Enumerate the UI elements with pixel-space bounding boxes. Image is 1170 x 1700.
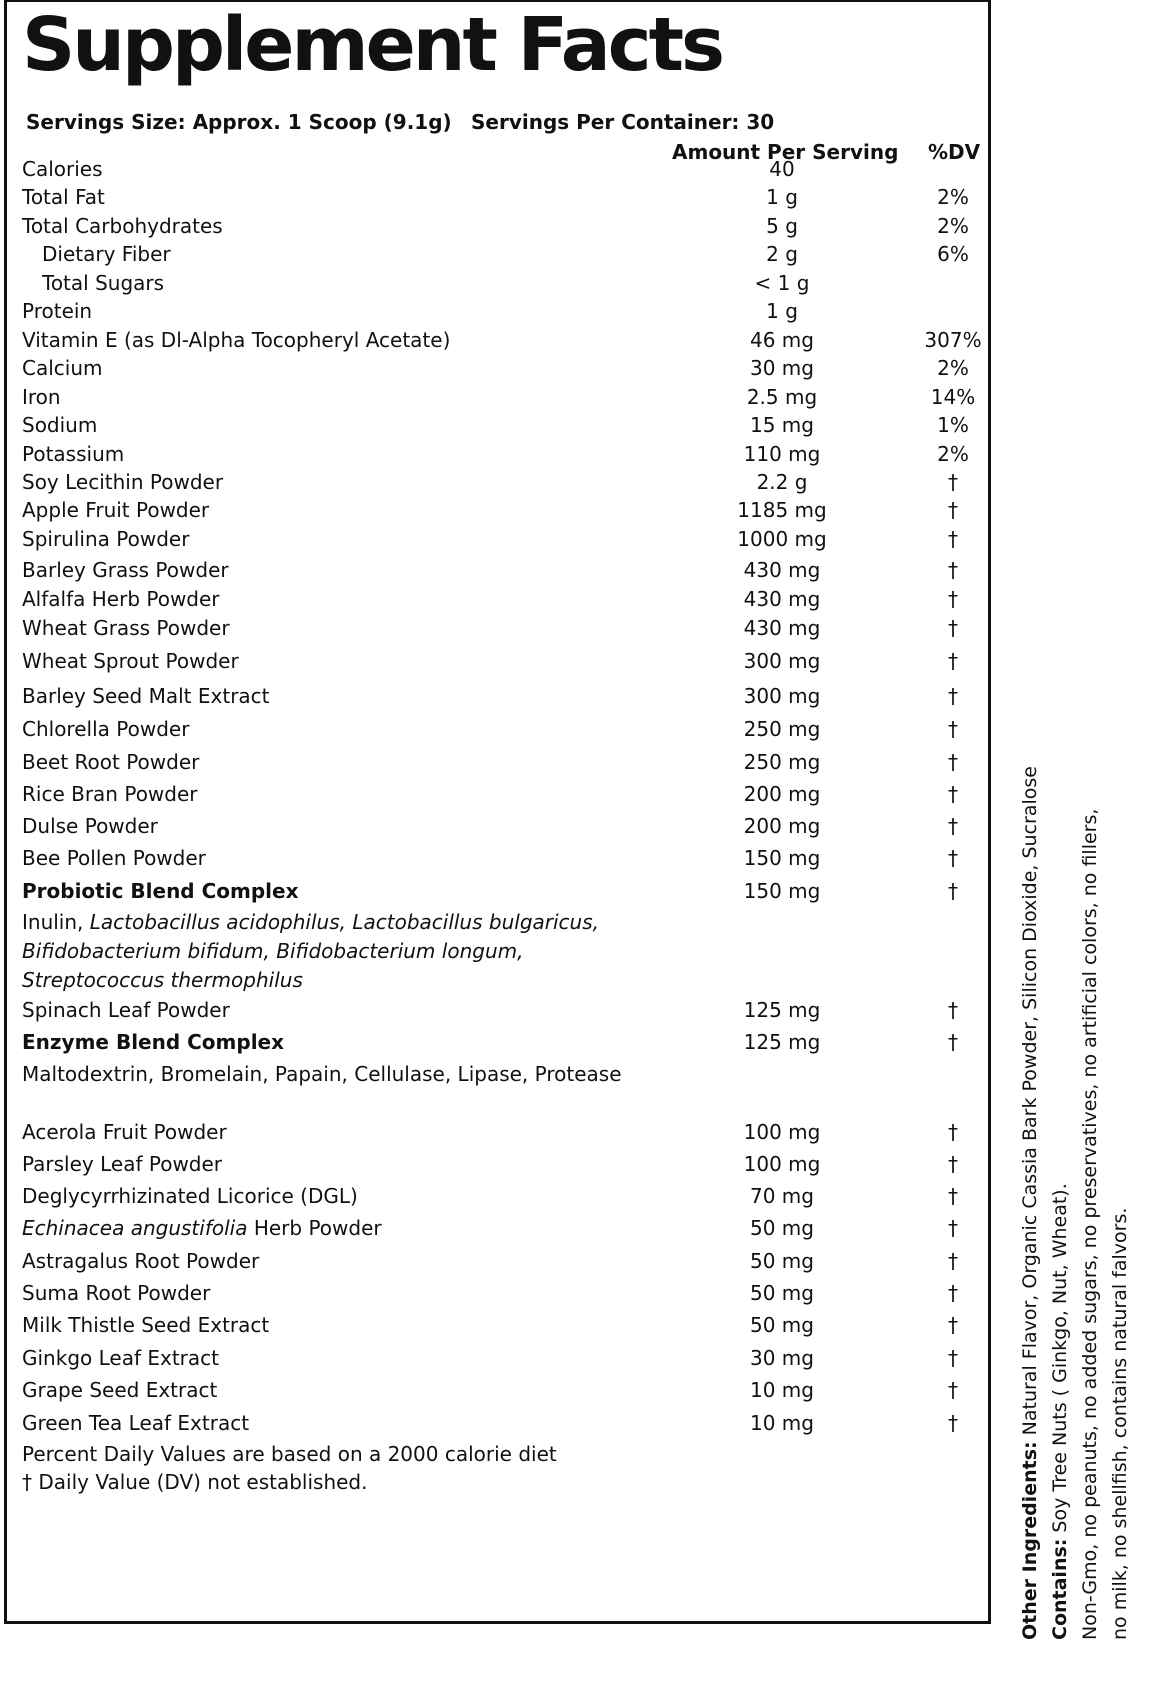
nutrient-row bbox=[22, 1152, 982, 1182]
nutrient-row bbox=[22, 782, 982, 812]
nutrient-row bbox=[22, 1030, 982, 1060]
nutrient-row bbox=[22, 846, 982, 876]
nutrient-amount: 200 mg bbox=[743, 782, 821, 806]
other-ingredients: Other Ingredients: Natural Flavor, Organic Cassia Bark Powder, Silicon Dioxide, Sucralose bbox=[1019, 766, 1041, 1640]
nutrient-dv: † bbox=[948, 1281, 958, 1305]
nutrient-dv: 6% bbox=[937, 242, 969, 266]
nutrient-amount: 30 mg bbox=[750, 1346, 814, 1370]
nutrient-amount: 5 g bbox=[766, 214, 798, 238]
nutrient-row bbox=[22, 1411, 982, 1441]
nutrient-row bbox=[22, 442, 982, 472]
nutrient-dv: 2% bbox=[937, 214, 969, 238]
nutrient-name: Spirulina Powder bbox=[22, 527, 190, 551]
nutrient-amount: 46 mg bbox=[750, 328, 814, 352]
nutrient-amount: 1000 mg bbox=[737, 527, 827, 551]
dagger-footnote: † Daily Value (DV) not established. bbox=[22, 1470, 368, 1494]
page-title: Supplement Facts bbox=[22, 2, 723, 88]
nutrient-row bbox=[22, 558, 982, 588]
nutrient-name: Calories bbox=[22, 157, 103, 181]
nutrient-name: Barley Grass Powder bbox=[22, 558, 229, 582]
nutrient-dv: † bbox=[948, 649, 958, 673]
nutrient-amount: 110 mg bbox=[743, 442, 821, 466]
nutrient-amount: 100 mg bbox=[743, 1120, 821, 1144]
nutrient-name: Chlorella Powder bbox=[22, 717, 190, 741]
nutrient-dv: 307% bbox=[924, 328, 982, 352]
nutrient-amount: 1 g bbox=[766, 299, 798, 323]
nutrient-amount: 300 mg bbox=[743, 649, 821, 673]
nutrient-dv: † bbox=[948, 498, 958, 522]
nutrient-row bbox=[22, 1378, 982, 1408]
nutrient-name: Enzyme Blend Complex bbox=[22, 1030, 285, 1054]
nutrient-row bbox=[22, 271, 982, 301]
nutrient-amount: 125 mg bbox=[743, 998, 821, 1022]
nutrient-row bbox=[22, 385, 982, 415]
nutrient-dv: † bbox=[948, 684, 958, 708]
nutrient-row bbox=[22, 1281, 982, 1311]
nutrient-dv: † bbox=[948, 1216, 958, 1240]
nutrient-dv: † bbox=[948, 1152, 958, 1176]
nutrient-dv: † bbox=[948, 1120, 958, 1144]
nutrient-dv: † bbox=[948, 814, 958, 838]
nutrient-name: Ginkgo Leaf Extract bbox=[22, 1346, 219, 1370]
nutrient-row bbox=[22, 157, 982, 187]
nutrient-row bbox=[22, 1346, 982, 1376]
nutrient-dv: † bbox=[948, 1249, 958, 1273]
nutrient-name: Soy Lecithin Powder bbox=[22, 470, 224, 494]
nutrient-row bbox=[22, 1184, 982, 1214]
nutrient-name: Dietary Fiber bbox=[42, 242, 171, 266]
nutrient-amount: < 1 g bbox=[754, 271, 810, 295]
nutrient-name bbox=[22, 1216, 382, 1240]
nutrient-name: Bee Pollen Powder bbox=[22, 846, 206, 870]
nutrient-amount: 250 mg bbox=[743, 750, 821, 774]
nutrient-dv: 1% bbox=[937, 413, 969, 437]
nutrient-amount: 150 mg bbox=[743, 846, 821, 870]
enzyme-detail-line: Maltodextrin, Bromelain, Papain, Cellulase, Lipase, Protease bbox=[22, 1062, 622, 1086]
nutrient-name: Grape Seed Extract bbox=[22, 1378, 218, 1402]
daily-values-footnote: Percent Daily Values are based on a 2000 calorie diet bbox=[22, 1442, 557, 1466]
nutrient-row bbox=[22, 750, 982, 780]
contains-allergens: Contains: Soy Tree Nuts ( Ginkgo, Nut, Wheat). bbox=[1049, 1183, 1071, 1640]
nutrient-row bbox=[22, 356, 982, 386]
nutrient-name: Suma Root Powder bbox=[22, 1281, 211, 1305]
nutrient-name-rest: Herb Powder bbox=[247, 1216, 382, 1240]
nutrient-amount: 40 bbox=[769, 157, 795, 181]
nutrient-name: Wheat Grass Powder bbox=[22, 616, 230, 640]
nutrient-dv: † bbox=[948, 782, 958, 806]
nutrient-name: Iron bbox=[22, 385, 61, 409]
nutrient-row bbox=[22, 998, 982, 1028]
nutrient-name: Total Sugars bbox=[42, 271, 165, 295]
nutrient-amount: 10 mg bbox=[750, 1378, 814, 1402]
nutrient-amount: 15 mg bbox=[750, 413, 814, 437]
nutrient-row bbox=[22, 684, 982, 714]
nutrient-name: Total Carbohydrates bbox=[22, 214, 223, 238]
nutrient-dv: † bbox=[948, 527, 958, 551]
nutrient-row bbox=[22, 299, 982, 329]
nutrient-name: Parsley Leaf Powder bbox=[22, 1152, 223, 1176]
supplement-facts-panel bbox=[4, 0, 991, 1624]
nutrient-dv: 2% bbox=[937, 356, 969, 380]
nutrient-name: Barley Seed Malt Extract bbox=[22, 684, 270, 708]
nutrient-amount: 250 mg bbox=[743, 717, 821, 741]
amount-column-header: Amount Per Serving bbox=[672, 140, 899, 164]
nutrient-row bbox=[22, 1120, 982, 1150]
claims-line: no milk, no shellfish, contains natural falvors. bbox=[1109, 1207, 1131, 1640]
nutrient-name: Sodium bbox=[22, 413, 98, 437]
nutrient-dv: † bbox=[948, 750, 958, 774]
nutrient-amount: 10 mg bbox=[750, 1411, 814, 1435]
nutrient-row bbox=[22, 185, 982, 215]
servings-per-container: Servings Per Container: 30 bbox=[471, 110, 775, 134]
nutrient-name-italic: Echinacea angustifolia bbox=[22, 1216, 248, 1240]
side-panel bbox=[1015, 740, 1145, 1640]
nutrient-row bbox=[22, 717, 982, 747]
nutrient-amount: 30 mg bbox=[750, 356, 814, 380]
nutrient-amount: 150 mg bbox=[743, 879, 821, 903]
nutrient-dv: † bbox=[948, 558, 958, 582]
nutrient-amount: 50 mg bbox=[750, 1281, 814, 1305]
probiotic-detail-line: Streptococcus thermophilus bbox=[22, 968, 303, 992]
nutrient-row bbox=[22, 1249, 982, 1279]
nutrient-dv: † bbox=[948, 998, 958, 1022]
probiotic-detail-line: Inulin, Lactobacillus acidophilus, Lactobacillus bulgaricus, bbox=[22, 910, 599, 934]
nutrient-row bbox=[22, 527, 982, 557]
nutrient-row bbox=[22, 498, 982, 528]
nutrient-name: Acerola Fruit Powder bbox=[22, 1120, 227, 1144]
nutrient-row bbox=[22, 242, 982, 272]
probiotic-detail-line: Bifidobacterium bifidum, Bifidobacterium longum, bbox=[22, 939, 524, 963]
nutrient-name: Wheat Sprout Powder bbox=[22, 649, 239, 673]
nutrient-name: Total Fat bbox=[22, 185, 105, 209]
nutrient-name: Probiotic Blend Complex bbox=[22, 879, 299, 903]
serving-size: Servings Size: Approx. 1 Scoop (9.1g) bbox=[26, 110, 452, 134]
nutrient-row bbox=[22, 1216, 982, 1246]
nutrient-dv: 14% bbox=[930, 385, 976, 409]
nutrient-row bbox=[22, 328, 982, 358]
nutrient-name: Beet Root Powder bbox=[22, 750, 200, 774]
nutrient-name: Deglycyrrhizinated Licorice (DGL) bbox=[22, 1184, 358, 1208]
nutrient-dv: † bbox=[948, 587, 958, 611]
nutrient-name: Apple Fruit Powder bbox=[22, 498, 210, 522]
nutrient-row bbox=[22, 649, 982, 679]
nutrient-dv: 2% bbox=[937, 185, 969, 209]
nutrient-dv: † bbox=[948, 846, 958, 870]
nutrient-dv: 2% bbox=[937, 442, 969, 466]
nutrient-row bbox=[22, 879, 982, 909]
nutrient-name: Calcium bbox=[22, 356, 103, 380]
nutrient-dv: † bbox=[948, 879, 958, 903]
nutrient-row bbox=[22, 587, 982, 617]
nutrient-row bbox=[22, 214, 982, 244]
nutrient-row bbox=[22, 470, 982, 500]
nutrient-name: Green Tea Leaf Extract bbox=[22, 1411, 250, 1435]
claims-line: Non-Gmo, no peanuts, no added sugars, no preservatives, no artificial colors, no fillers, bbox=[1079, 808, 1101, 1640]
nutrient-name: Potassium bbox=[22, 442, 125, 466]
nutrient-name: Protein bbox=[22, 299, 93, 323]
nutrient-row bbox=[22, 413, 982, 443]
nutrient-name: Dulse Powder bbox=[22, 814, 158, 838]
nutrient-amount: 430 mg bbox=[743, 616, 821, 640]
nutrient-amount: 70 mg bbox=[750, 1184, 814, 1208]
nutrient-amount: 100 mg bbox=[743, 1152, 821, 1176]
nutrient-dv: † bbox=[948, 1313, 958, 1337]
nutrient-dv: † bbox=[948, 616, 958, 640]
nutrient-amount: 2 g bbox=[766, 242, 798, 266]
nutrient-dv: † bbox=[948, 1030, 958, 1054]
nutrient-amount: 430 mg bbox=[743, 558, 821, 582]
nutrient-amount: 50 mg bbox=[750, 1249, 814, 1273]
nutrient-name: Alfalfa Herb Powder bbox=[22, 587, 220, 611]
nutrient-amount: 300 mg bbox=[743, 684, 821, 708]
nutrient-amount: 2.2 g bbox=[756, 470, 808, 494]
nutrient-amount: 50 mg bbox=[750, 1313, 814, 1337]
nutrient-name: Milk Thistle Seed Extract bbox=[22, 1313, 270, 1337]
nutrient-amount: 1185 mg bbox=[737, 498, 827, 522]
nutrient-dv: † bbox=[948, 1346, 958, 1370]
nutrient-row bbox=[22, 814, 982, 844]
nutrient-dv: † bbox=[948, 717, 958, 741]
nutrient-amount: 200 mg bbox=[743, 814, 821, 838]
nutrient-amount: 50 mg bbox=[750, 1216, 814, 1240]
nutrient-dv: † bbox=[948, 1184, 958, 1208]
nutrient-name: Rice Bran Powder bbox=[22, 782, 198, 806]
nutrient-row bbox=[22, 616, 982, 646]
nutrient-dv: † bbox=[948, 470, 958, 494]
nutrient-amount: 125 mg bbox=[743, 1030, 821, 1054]
nutrient-name: Spinach Leaf Powder bbox=[22, 998, 230, 1022]
nutrient-amount: 1 g bbox=[766, 185, 798, 209]
nutrient-dv: † bbox=[948, 1411, 958, 1435]
dv-column-header: %DV bbox=[928, 140, 981, 164]
nutrient-dv: † bbox=[948, 1378, 958, 1402]
nutrient-name: Astragalus Root Powder bbox=[22, 1249, 260, 1273]
nutrient-row bbox=[22, 1313, 982, 1343]
nutrient-name: Vitamin E (as Dl-Alpha Tocopheryl Acetate) bbox=[22, 328, 451, 352]
nutrient-amount: 430 mg bbox=[743, 587, 821, 611]
nutrient-amount: 2.5 mg bbox=[746, 385, 818, 409]
